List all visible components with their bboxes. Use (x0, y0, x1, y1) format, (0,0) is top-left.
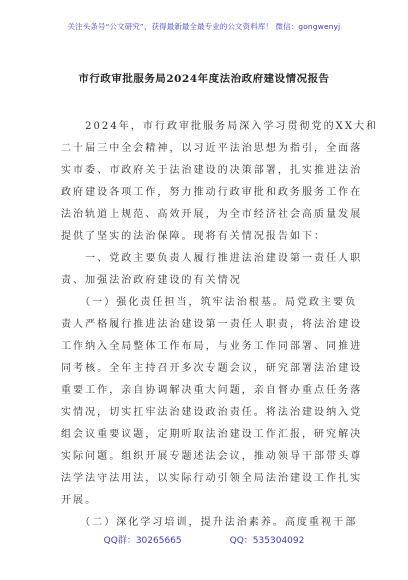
document-title: 市行政审批服务局2024年度法治政府建设情况报告 (78, 73, 330, 85)
body-line: 重要工作，亲自协调解决重大问题，亲自督办重点任务落 (61, 385, 363, 396)
body-line: 法治轨道上规范、高效开展，为全市经济社会高质量发展 (61, 209, 363, 220)
body-line: （一）强化责任担当，筑牢法治根基。局党政主要负 (61, 297, 358, 308)
promo-banner: 关注头条号“公文研究”，获得最新最全最专业的公文资料库！ 微信：gongwenyj (67, 22, 341, 31)
body-line: 实际问题。组织开展专题述法会议，推动领导干部带头尊 (61, 451, 363, 462)
body-line: 提供了坚实的法治保障。现将有关情况报告如下： (61, 231, 327, 242)
body-line: 实市委、市政府关于法治建设的决策部署，扎实推进法治 (61, 165, 363, 176)
body-line: 实情况，切实扛牢法治建设政治责任。将法治建设纳入党 (61, 407, 363, 418)
section-heading-line: 一、党政主要负责人履行推进法治建设第一责任人职 (61, 253, 363, 264)
footer-contact (0, 533, 408, 546)
body-line: 组会议重要议题，定期听取法治建设工作汇报，研究解决 (61, 429, 363, 440)
body-line: 2024年，市行政审批服务局深入学习贯彻党的XX大和 (61, 121, 379, 132)
body-line: （二）深化学习培训，提升法治素养。高度重视干部 (61, 517, 358, 528)
body-line: 二十届三中全会精神，以习近平法治思想为指引，全面落 (61, 143, 363, 154)
body-line: 法学法守法用法，以实际行动引领全局法治建设工作扎实 (61, 473, 363, 484)
qq-number: QQ：535304092 (229, 536, 305, 546)
body-line: 政府建设各项工作，努力推动行政审批和政务服务工作在 (61, 187, 363, 198)
body-line: 工作纳入全局整体工作布局，与业务工作同部署、同推进 (61, 341, 363, 352)
qq-group-number: QQ群：30265665 (103, 536, 182, 546)
body-line: 开展。 (61, 495, 98, 506)
body-line: 同考核。全年主持召开多次专题会议，研究部署法治建设 (61, 363, 363, 374)
section-heading-line: 责、加强法治政府建设的有关情况 (61, 275, 242, 286)
body-line: 责人严格履行推进法治建设第一责任人职责，将法治建设 (61, 319, 363, 330)
